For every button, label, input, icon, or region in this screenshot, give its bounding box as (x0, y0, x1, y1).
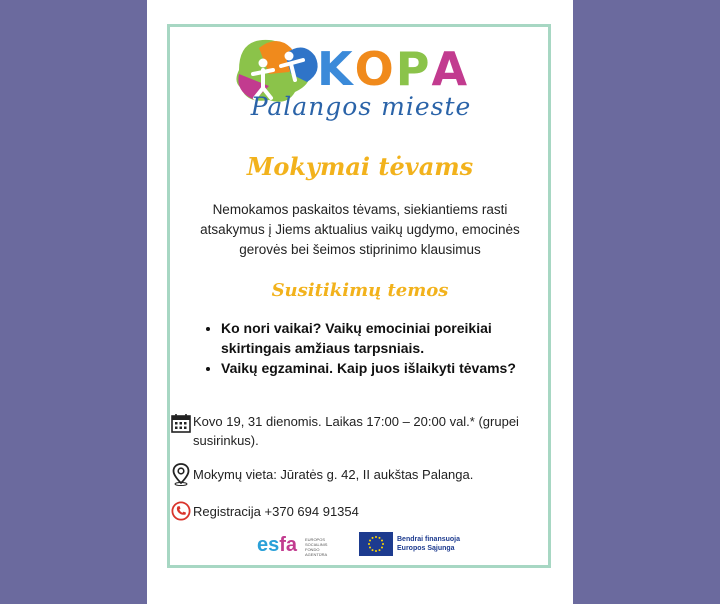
esfa-word-part: es (257, 534, 280, 556)
registration-text: Registracija +370 694 91354 (193, 504, 359, 519)
esfa-small-line: FONDO (305, 547, 320, 552)
logo-letter-k: K (317, 42, 355, 96)
logo-subtitle: Palangos mieste (250, 92, 472, 121)
logo-letter-a: A (431, 42, 470, 96)
eu-cofunded-logo (359, 532, 479, 558)
esfa-logo (257, 534, 343, 556)
registration-info (175, 502, 531, 521)
main-heading: Mokymai tėvams (246, 152, 474, 181)
esfa-small-text (305, 537, 345, 557)
eu-text-line: Europos Sąjunga (397, 545, 455, 552)
date-text: Kovo 19, 31 dienomis. Laikas 17:00 – 20:00 val.* (grupei susirinkus). (193, 414, 519, 448)
topics-list (205, 318, 551, 378)
esfa-small-line: EUROPOS (305, 537, 326, 542)
topics-heading: Susitikimų temos (271, 280, 449, 301)
eu-flag-icon (359, 532, 393, 556)
location-pin-icon (171, 462, 191, 486)
date-info (175, 412, 531, 450)
location-info (175, 465, 531, 484)
phone-icon (171, 501, 191, 521)
intro-text: Nemokamos paskaitos tėvams, siekiantiems rasti atsakymus į Jiems aktualius vaikų ugdymo, emocinės gerovės bei šeimos stiprinimo klausimus (200, 202, 520, 257)
logo-title (317, 44, 469, 94)
esfa-small-line: AGENTŪRA (305, 552, 328, 557)
topic-item: • Ko nori vaikai? Vaikų emociniai poreikiai skirtingais amžiaus tarpsniais. (221, 318, 551, 358)
logo-letter-p: P (395, 42, 432, 96)
esfa-word-part: fa (279, 534, 298, 556)
esfa-small-line: SOCIALINIS (305, 542, 328, 547)
calendar-icon (171, 413, 191, 433)
esfa-wordmark (257, 534, 297, 556)
logo-letter-o: O (354, 42, 396, 96)
eu-text-line: Bendrai finansuoja (397, 536, 461, 543)
location-text: Mokymų vieta: Jūratės g. 42, II aukštas Palanga. (193, 467, 474, 482)
topic-item: • Vaikų egzaminai. Kaip juos išlaikyti tėvams? (221, 358, 551, 378)
poster-sheet (147, 0, 573, 604)
eu-text (397, 535, 460, 553)
